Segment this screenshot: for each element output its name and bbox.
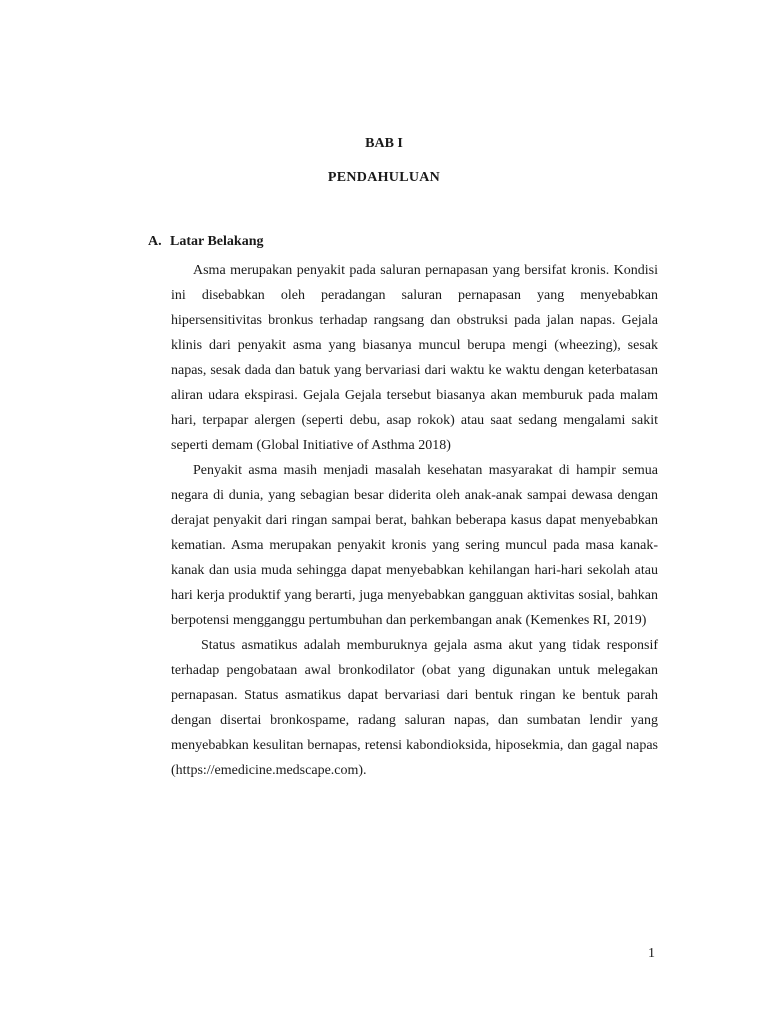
paragraph-3: Status asmatikus adalah memburuknya gejala asma akut yang tidak responsif terhadap pengobataan awal bronkodilator (obat yang digunakan untuk melegakan pernapasan. Status asmatikus dapat bervariasi dari bentuk ringan ke bentuk parah dengan disertai bronkospame, radang saluran napas, dan sumbatan lendir yang menyebabkan kesulitan bernapas, retensi kabondioksida, hiposekmia, dan gagal napas (https://emedicine.medscape.com).: [171, 638, 658, 778]
chapter-title: PENDAHULUAN: [327, 170, 441, 185]
section-marker: A.: [148, 234, 162, 249]
section-heading: [148, 234, 263, 250]
paragraph-1: Asma merupakan penyakit pada saluran pernapasan yang bersifat kronis. Kondisi ini disebabkan oleh peradangan saluran pernapasan yang menyebabkan hipersensitivitas bronkus terhadap rangsang dan obstruksi pada jalan napas. Gejala klinis dari penyakit asma yang biasanya muncul berupa mengi (wheezing), sesak napas, sesak dada dan batuk yang bervariasi dari waktu ke waktu dengan keterbatasan aliran udara ekspirasi. Gejala Gejala tersebut biasanya akan memburuk pada malam hari, terpapar alergen (seperti debu, asap rokok) atau saat sedang mengalami sakit seperti demam (Global Initiative of Asthma 2018): [171, 263, 658, 453]
chapter-number: BAB I: [365, 136, 403, 151]
section-title: Latar Belakang: [170, 234, 264, 249]
body-text: [171, 258, 658, 783]
paragraph-2: Penyakit asma masih menjadi masalah kesehatan masyarakat di hampir semua negara di dunia, yang sebagian besar diderita oleh anak-anak sampai dewasa dengan derajat penyakit dari ringan sampai berat, bahkan beberapa kasus dapat menyebabkan kematian. Asma merupakan penyakit kronis yang sering muncul pada masa kanak-kanak dan usia muda sehingga dapat menyebabkan kehilangan hari-hari sekolah atau hari kerja produktif yang berarti, juga menyebabkan gangguan aktivitas sosial, bahkan berpotensi mengganggu pertumbuhan dan perkembangan anak (Kemenkes RI, 2019): [171, 463, 658, 628]
page-number: 1: [648, 946, 655, 961]
